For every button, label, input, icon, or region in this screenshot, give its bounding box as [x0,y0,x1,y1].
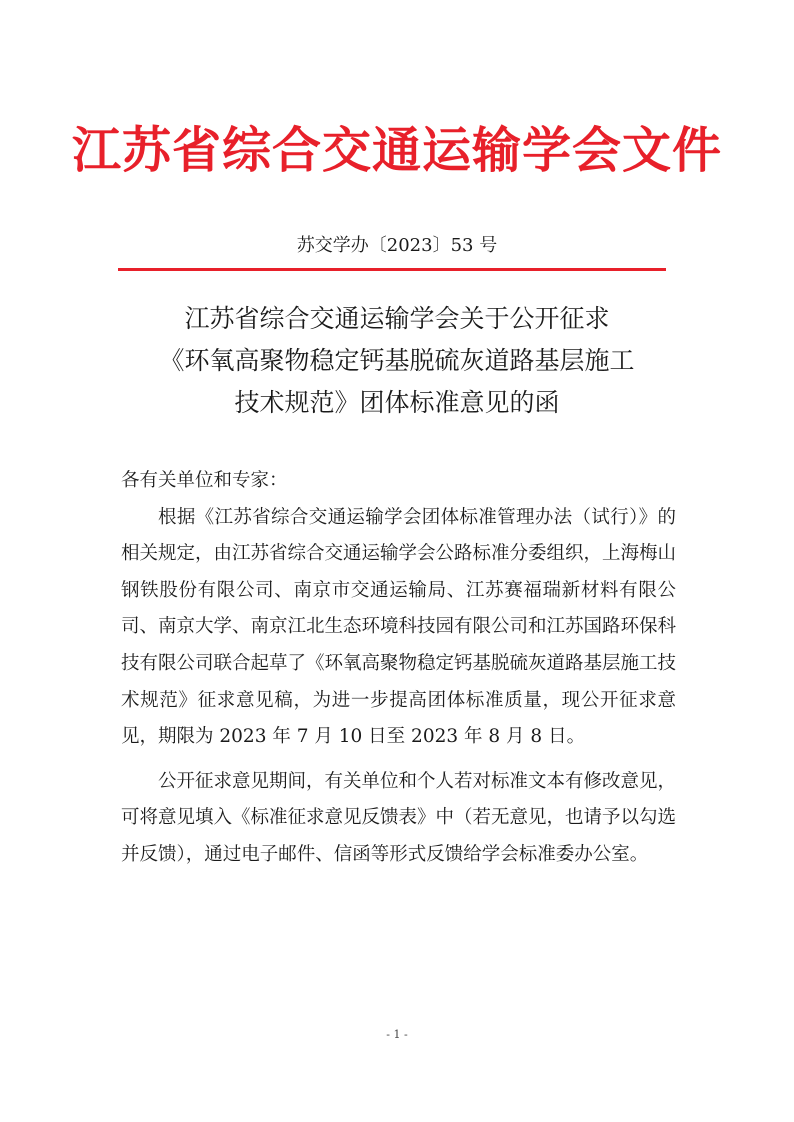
salutation: 各有关单位和专家： [121,470,288,491]
subject-line: 江苏省综合交通运输学会关于公开征求 [184,304,610,333]
page-number: - 1 - [386,1028,408,1041]
body-paragraph: 根据《江苏省综合交通运输学会团体标准管理办法（试行）》的相关规定，由江苏省综合交通运输学会公路标准分委组织，上海梅山钢铁股份有限公司、南京市交通运输局、江苏赛福瑞新材料有限公司、南京大学、南京江北生态环境科技园有限公司和江苏国路环保科技有限公司联合起草了《环氧高聚物稳定钙基脱硫灰道路基层施工技术规范》征求意见稿，为进一步提高团体标准质量，现公开征求意见，期限为 2023 年 7 月 10 日至 2023 年 8 月 8 日。 [121,506,677,748]
header-divider [118,268,666,271]
body-paragraph: 公开征求意见期间，有关单位和个人若对标准文本有修改意见，可将意见填入《标准征求意见反馈表》中（若无意见，也请予以勾选并反馈），通过电子邮件、信函等形式反馈给学会标准委办公室。 [121,770,677,865]
subject-line: 《环氧高聚物稳定钙基脱硫灰道路基层施工 [159,346,635,375]
document-header-title: 江苏省综合交通运输学会文件 [71,121,722,179]
document-subject [0,298,794,424]
document-body [121,463,676,874]
subject-line: 技术规范》团体标准意见的函 [234,388,560,417]
document-number: 苏交学办〔2023〕53 号 [296,235,498,256]
